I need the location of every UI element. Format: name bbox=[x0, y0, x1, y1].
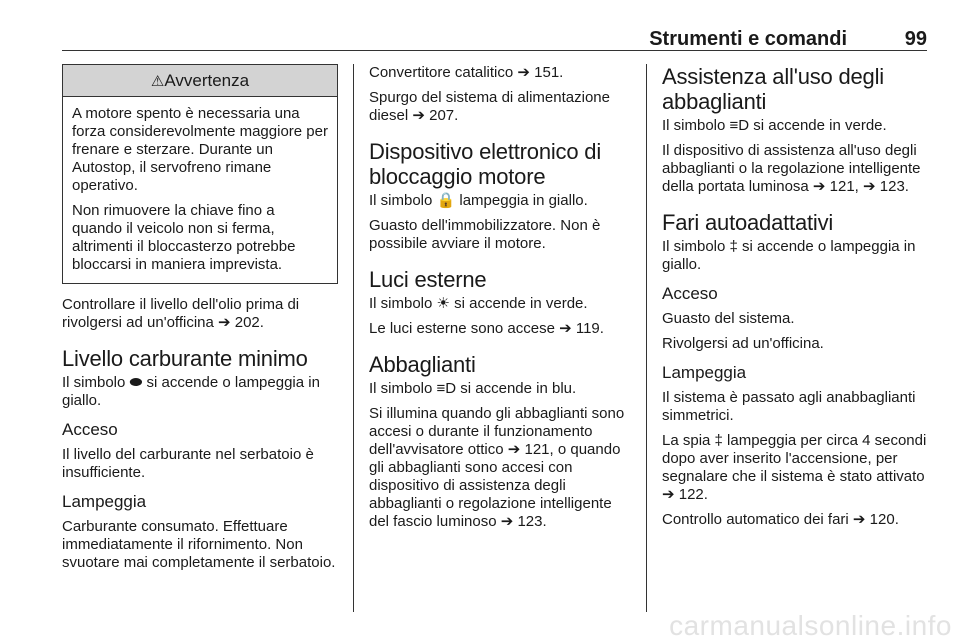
lampeggia-heading: Lampeggia bbox=[662, 363, 747, 382]
section-title: Strumenti e comandi bbox=[649, 28, 847, 50]
lampeggia-text: Il sistema è passato agli anabbaglianti simmetrici. bbox=[662, 389, 916, 424]
warning-box bbox=[62, 64, 338, 284]
lampeggia-text: Carburante consumato. Effettuare immediatamente il rifornimento. Non svuotare mai completamente il serbatoio. bbox=[62, 518, 336, 571]
high-beam-assist-symbol-text: Il simbolo ≡D si accende in verde. bbox=[662, 117, 887, 134]
high-beam-symbol-text: Il simbolo ≡D si accende in blu. bbox=[369, 380, 577, 397]
exterior-lights-symbol-text: Il simbolo ☀ si accende in verde. bbox=[369, 295, 588, 312]
acceso-text: Il livello del carburante nel serbatoio è insufficiente. bbox=[62, 446, 314, 481]
catalytic-text: Convertitore catalitico ➔ 151. bbox=[369, 64, 564, 81]
immobilizer-heading: Dispositivo elettronico di bloccaggio motore bbox=[369, 139, 602, 189]
page-number: 99 bbox=[904, 28, 927, 50]
warning-paragraph: A motore spento è necessaria una forza considerevolmente maggiore per frenare e sterzare. Durante un Autostop, il servofreno rimane operativo. bbox=[72, 105, 328, 194]
warning-header bbox=[63, 65, 337, 97]
acceso-text: Rivolgersi ad un'officina. bbox=[662, 335, 824, 352]
high-beam-assist-heading: Assistenza all'uso degli abbaglianti bbox=[662, 64, 884, 114]
immobilizer-symbol-text: Il simbolo 🔒 lampeggia in giallo. bbox=[369, 192, 588, 209]
lampeggia-text: La spia ‡ lampeggia per circa 4 secondi dopo aver inserito l'accensione, per segnalare che il sistema è stato attivato ➔ 122. bbox=[662, 432, 927, 503]
column-divider-2 bbox=[646, 64, 647, 612]
auto-lights-text: Controllo automatico dei fari ➔ 120. bbox=[662, 511, 899, 528]
oil-text: Controllare il livello dell'olio prima di rivolgersi ad un'officina ➔ 202. bbox=[62, 296, 300, 331]
fuel-heading: Livello carburante minimo bbox=[62, 346, 308, 371]
diesel-bleed-text: Spurgo del sistema di alimentazione diesel ➔ 207. bbox=[369, 89, 610, 124]
warning-icon: ⚠ bbox=[150, 73, 165, 90]
high-beam-text: Si illumina quando gli abbaglianti sono accesi o durante il funzionamento dell'avvisatore ottico ➔ 121, o quando gli abbaglianti sono accesi con dispositivo di assistenza degli abbaglianti o regolazione intelligente del fascio luminoso ➔ 123. bbox=[369, 405, 625, 530]
exterior-lights-heading: Luci esterne bbox=[369, 267, 487, 292]
high-beam-heading: Abbaglianti bbox=[369, 352, 476, 377]
watermark: carmanualsonline.info bbox=[669, 610, 952, 641]
acceso-heading: Acceso bbox=[62, 420, 118, 439]
fuel-symbol-text: Il simbolo ⬬ si accende o lampeggia in giallo. bbox=[62, 374, 320, 409]
page-header bbox=[62, 0, 927, 49]
immobilizer-text: Guasto dell'immobilizzatore. Non è possibile avviare il motore. bbox=[369, 217, 601, 252]
column-3 bbox=[662, 64, 928, 536]
acceso-text: Guasto del sistema. bbox=[662, 310, 795, 327]
header-rule bbox=[62, 50, 927, 51]
adaptive-lights-heading: Fari autoadattativi bbox=[662, 210, 834, 235]
high-beam-assist-text: Il dispositivo di assistenza all'uso degli abbaglianti o la regolazione intelligente della portata luminosa ➔ 121, ➔ 123. bbox=[662, 142, 921, 195]
adaptive-lights-symbol-text: Il simbolo ‡ si accende o lampeggia in giallo. bbox=[662, 238, 916, 273]
acceso-heading: Acceso bbox=[662, 284, 718, 303]
column-divider-1 bbox=[353, 64, 354, 612]
lampeggia-heading: Lampeggia bbox=[62, 492, 147, 511]
column-2 bbox=[369, 64, 631, 538]
warning-title: Avvertenza bbox=[164, 71, 250, 90]
warning-body bbox=[63, 97, 337, 283]
warning-paragraph: Non rimuovere la chiave fino a quando il veicolo non si ferma, altrimenti il bloccasterzo potrebbe bloccarsi in maniera imprevista. bbox=[72, 202, 296, 273]
column-1 bbox=[62, 64, 338, 579]
exterior-lights-text: Le luci esterne sono accese ➔ 119. bbox=[369, 320, 604, 337]
